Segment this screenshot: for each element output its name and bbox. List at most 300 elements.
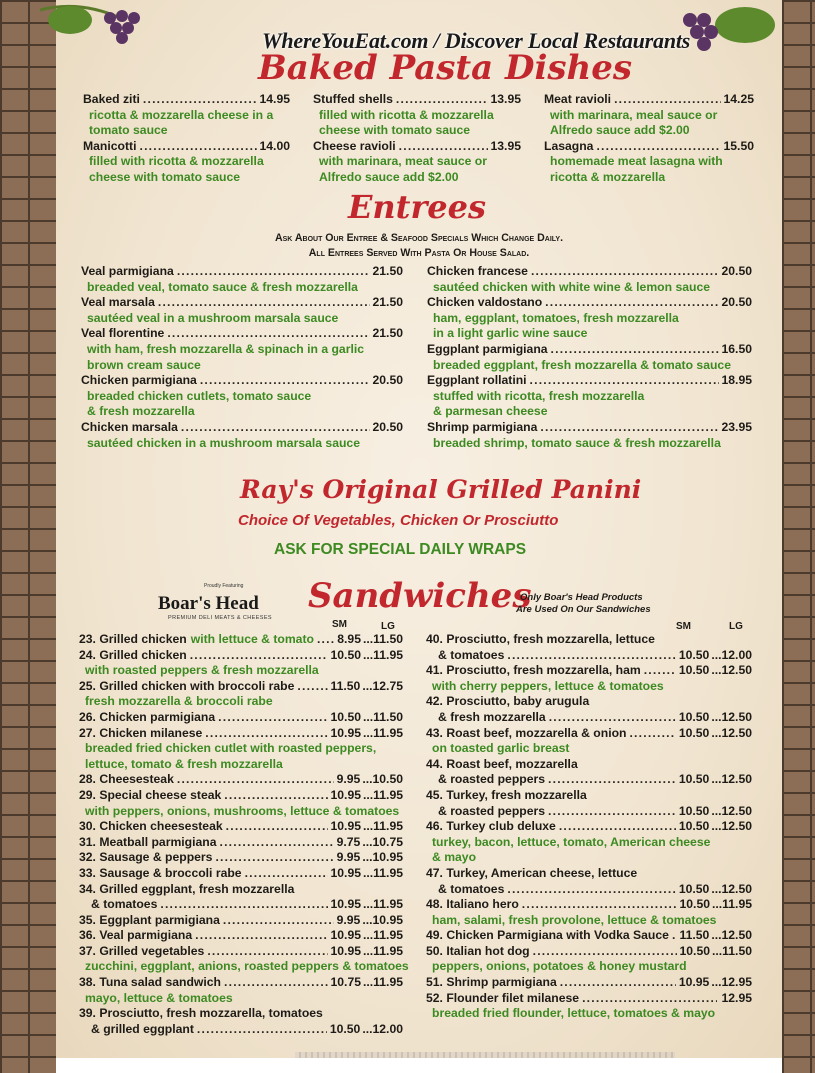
item-description: & fresh mozzarella [87,404,195,419]
sandwiches-right-column [426,632,752,1022]
price-separator: ... [363,647,374,662]
dot-leader [190,648,328,664]
sandwich-row [79,850,403,866]
price-separator: ... [363,975,374,990]
price-separator: ... [711,881,722,896]
sandwich-name: 50. Italian hot dog [426,943,530,958]
price-small: 11.50 [679,928,710,943]
dot-leader [143,92,257,108]
sandwich-row-cont [426,648,752,664]
item-description: with ham, fresh mozzarella & spinach in a garlic [87,341,365,356]
price-small: 10.50 [329,1021,361,1036]
item-name: Eggplant rollatini [427,373,527,388]
sandwich-row [79,882,403,898]
price-small: 10.50 [678,772,710,787]
price-large: 11.50 [373,709,403,724]
item-description: filled with ricotta & mozzarella [89,154,264,169]
price-large: 10.95 [372,850,403,865]
price-small: 10.50 [678,709,710,724]
price-large: 11.95 [373,819,403,834]
sandwich-description: peppers, onions, potatoes & honey mustard [432,959,687,974]
dot-leader [215,850,333,866]
dot-leader [533,944,677,960]
sandwich-row-cont [426,710,752,726]
left-lg-header: LG [381,621,395,632]
sandwiches-left-column [79,632,409,1037]
menu-item-row [313,92,521,108]
sandwich-name: 33. Sausage & broccoli rabe [79,865,242,880]
item-description: with marinara, meat sauce or [319,154,487,169]
pasta-column-1 [83,92,290,186]
sandwich-description: with roasted peppers & fresh mozzarella [85,663,319,678]
price-small: 10.50 [330,709,361,724]
sandwich-name: 23. Grilled chicken [79,632,187,646]
sandwich-name: 36. Veal parmigiana [79,928,193,943]
dot-leader [160,897,327,913]
panini-title: Ray's Original Grilled Panini [240,475,642,504]
price-large: 10.95 [372,912,403,927]
sandwich-row [426,975,752,991]
price-separator: ... [363,865,374,880]
item-description: ricotta & mozzarella cheese in a [89,107,274,122]
sandwich-description: turkey, bacon, lettuce, tomato, American cheese [432,834,711,849]
menu-item-row [81,326,403,342]
sandwich-name: 40. Prosciutto, fresh mozzarella, lettuce [426,632,655,646]
dot-leader [200,373,370,389]
price-small: 10.95 [330,943,361,958]
item-price: 20.50 [372,373,403,388]
sandwich-row [426,991,752,1007]
menu-item-row [83,139,290,155]
item-description: stuffed with ricotta, fresh mozzarella [433,388,645,403]
sandwich-row [79,928,403,944]
price-large: 11.50 [722,943,752,958]
item-price: 16.50 [721,341,752,356]
boars-head-logo [158,583,292,623]
price-small: 9.75 [336,834,361,849]
sandwich-name: 49. Chicken Parmigiana with Vodka Sauce [426,928,669,943]
sandwich-row [426,944,752,960]
price-large: 12.00 [721,647,752,662]
sandwich-row [79,648,403,664]
dot-leader [596,139,720,155]
dot-leader [396,92,488,108]
item-description: ricotta & mozzarella [550,169,666,184]
price-separator: ... [712,943,723,958]
price-small: 9.95 [336,912,361,927]
item-description: breaded chicken cutlets, tomato sauce [87,388,312,403]
sandwich-name: 41. Prosciutto, fresh mozzarella, ham [426,663,641,678]
menu-item-row [427,264,752,280]
menu-item-row [544,139,754,155]
item-name: Shrimp parmigiana [427,419,538,434]
sandwich-description: fresh mozzarella & broccoli rabe [85,694,273,709]
right-brick-column [782,0,815,1073]
dot-leader [205,726,327,742]
price-large: 11.95 [373,897,403,912]
price-separator: ... [363,943,374,958]
dot-leader [223,913,334,929]
item-price: 14.25 [723,92,754,106]
dot-leader [399,139,488,155]
price-large: 11.95 [373,647,403,662]
sandwich-name: 52. Flounder filet milanese [426,990,580,1005]
item-description: sautéed chicken in a mushroom marsala sauce [87,435,360,450]
dot-leader [531,264,719,280]
price-large: 11.95 [722,897,752,912]
item-description: filled with ricotta & mozzarella [319,107,494,122]
item-description: in a light garlic wine sauce [433,326,588,341]
pasta-column-3 [544,92,754,186]
price-small: 10.75 [330,975,361,990]
bottom-margin [56,1058,782,1073]
item-price: 18.95 [721,373,752,388]
item-description: breaded veal, tomato sauce & fresh mozzarella [87,279,358,294]
menu-item-row [81,295,403,311]
sandwich-name: 30. Chicken cheesesteak [79,819,223,834]
sandwich-row [426,694,752,710]
item-price: 20.50 [721,295,752,310]
item-name: Veal parmigiana [81,264,174,278]
sandwich-row [79,788,403,804]
sandwich-name: 26. Chicken parmigiana [79,709,216,724]
menu-item-row [83,92,290,108]
price-small: 10.50 [679,943,710,958]
sandwich-name: 46. Turkey club deluxe [426,819,556,834]
item-name: Chicken valdostano [427,295,543,310]
item-price: 21.50 [372,326,403,341]
item-price: 21.50 [372,295,403,310]
sandwich-name: 37. Grilled vegetables [79,943,205,958]
price-large: 10.50 [372,772,403,787]
dot-leader [220,835,334,851]
dot-leader [540,420,718,436]
dot-leader [644,663,676,679]
sandwich-row [79,835,403,851]
sandwich-row [79,913,403,929]
sandwich-row [426,897,752,913]
item-description: ham, eggplant, tomatoes, fresh mozzarella [433,310,679,325]
item-price: 14.00 [259,138,290,153]
item-name: Stuffed shells [313,92,393,106]
menu-item-row [81,264,403,280]
dot-leader [522,897,677,913]
item-description: Alfredo sauce add $2.00 [550,123,690,138]
sandwich-row [79,726,403,742]
price-separator: ... [362,772,373,787]
dot-leader [195,928,327,944]
price-small: 10.50 [678,819,710,834]
price-separator: ... [362,1021,373,1036]
sandwich-name: 27. Chicken milanese [79,725,203,740]
sandwich-description: & mayo [432,850,477,865]
dot-leader [629,726,675,742]
sandwich-row-cont [426,772,752,788]
price-separator: ... [711,803,722,818]
menu-item-row [427,420,752,436]
left-brick-column [0,0,56,1073]
item-description: cheese with tomato sauce [319,123,471,138]
dot-leader [549,710,676,726]
price-separator: ... [712,897,723,912]
brand-sub: PREMIUM DELI MEATS & CHEESES [168,615,273,621]
price-separator: ... [711,819,722,834]
item-name: Chicken francese [427,264,528,278]
sandwich-name: 35. Eggplant parmigiana [79,912,220,927]
dot-leader [582,991,716,1007]
sandwich-name-cont: & tomatoes [438,647,505,662]
dot-leader [530,373,719,389]
menu-item-row [427,342,752,358]
dot-leader [245,866,328,882]
dot-leader [218,710,327,726]
sandwich-inline-desc: with lettuce & tomato [190,632,314,646]
sandwich-description: with cherry peppers, lettuce & tomatoes [432,678,664,693]
price-large: 12.50 [721,928,752,943]
price-small: 10.95 [330,865,361,880]
dot-leader [140,139,257,155]
sandwich-row [79,679,403,695]
price-separator: ... [711,725,722,740]
sandwich-name-cont: & tomatoes [91,897,158,912]
dot-leader [226,819,328,835]
item-price: 14.95 [259,92,290,106]
dot-leader [224,975,327,991]
price-small: 9.95 [336,772,361,787]
item-description: homemade meat lasagna with [550,154,723,169]
sandwich-description: ham, salami, fresh provolone, lettuce & tomatoes [432,912,717,927]
item-description: with marinara, meal sauce or [550,107,718,122]
item-name: Eggplant parmigiana [427,341,548,356]
price-large: 11.50 [373,632,403,646]
sandwich-name: 44. Roast beef, mozzarella [426,756,578,771]
sandwich-row [79,772,403,788]
sandwich-name: 34. Grilled eggplant, fresh mozzarella [79,881,295,896]
entrees-note-1: Ask About Our Entree & Seafood Specials Which Change Daily. [274,232,564,244]
dot-leader [197,1022,327,1038]
menu-item-row [427,373,752,389]
sandwich-row [426,866,752,882]
sandwich-name: 47. Turkey, American cheese, lettuce [426,865,638,880]
dot-leader [672,928,677,944]
price-small: 9.95 [336,850,361,865]
sandwich-row [426,757,752,773]
dot-leader [167,326,369,342]
menu-item-row [81,373,403,389]
price-small: 10.50 [678,725,710,740]
price-large: 11.95 [373,943,403,958]
sandwich-description: zucchini, eggplant, anions, roasted peppers & tomatoes [85,959,409,974]
sandwich-name: 32. Sausage & peppers [79,850,213,865]
sandwich-description: on toasted garlic breast [432,741,570,756]
item-description: Alfredo sauce add $2.00 [319,169,459,184]
pasta-column-2 [313,92,521,186]
menu-item-row [313,139,521,155]
dot-leader [551,342,719,358]
item-description: tomato sauce [89,123,168,138]
price-large: 12.50 [721,819,752,834]
sandwich-name-cont: & tomatoes [438,881,505,896]
price-separator: ... [363,725,374,740]
item-name: Manicotti [83,138,137,153]
sandwich-name: 48. Italiano hero [426,897,519,912]
price-separator: ... [362,834,373,849]
grape-vine-decoration-left [40,0,170,60]
dot-leader [614,92,720,108]
price-large: 12.95 [721,975,752,990]
price-small: 10.50 [330,647,361,662]
price-small: 10.50 [678,647,710,662]
item-price: 20.50 [721,264,752,278]
item-name: Veal marsala [81,295,155,310]
price-small: 10.50 [678,663,710,678]
menu-item-row [81,420,403,436]
sandwich-name-cont: & fresh mozzarella [438,709,546,724]
sandwich-row [79,1006,403,1022]
price-separator: ... [363,709,374,724]
sandwich-description: with peppers, onions, mushrooms, lettuce & tomatoes [85,803,400,818]
item-description: sautéed veal in a mushroom marsala sauce [87,310,339,325]
item-name: Meat ravioli [544,92,612,106]
dot-leader [548,804,676,820]
dot-leader [507,882,675,898]
wraps-callout: ASK FOR SPECIAL DAILY WRAPS [274,541,527,558]
sandwich-name-cont: & roasted peppers [438,803,546,818]
item-price: 23.95 [721,419,752,434]
item-name: Chicken marsala [81,419,178,434]
price-large: 11.95 [373,725,403,740]
price-large: 11.95 [373,865,403,880]
dot-leader [207,944,327,960]
sandwich-row-cont [79,1022,403,1038]
price-small: 10.95 [330,725,361,740]
item-name: Cheese ravioli [313,138,396,153]
sandwich-name: 31. Meatball parmigiana [79,834,217,849]
dot-leader [548,772,676,788]
item-price: 13.95 [490,138,521,153]
dot-leader [224,788,327,804]
pasta-section-title: Baked Pasta Dishes [258,48,632,88]
price-large: 12.50 [721,772,752,787]
item-price: 13.95 [490,92,521,106]
price-separator: ... [711,928,722,943]
sandwich-row [426,928,752,944]
dot-leader [297,679,327,695]
price-separator: ... [363,819,374,834]
price-large: 11.95 [373,787,403,802]
dot-leader [177,264,370,280]
price-small: 10.95 [330,787,361,802]
sandwich-description: breaded fried flounder, lettuce, tomatoes & mayo [432,1006,716,1021]
sandwich-name: 51. Shrimp parmigiana [426,975,557,990]
price-small: 10.95 [330,928,361,943]
price-large: 12.50 [721,725,752,740]
sandwich-row [79,632,403,648]
item-description: breaded eggplant, fresh mozzarella & tomato sauce [433,357,731,372]
item-description: breaded shrimp, tomato sauce & fresh mozzarella [433,435,721,450]
item-description: cheese with tomato sauce [89,169,241,184]
dot-leader [545,295,718,311]
price-small: 10.95 [330,819,361,834]
price-large: 10.75 [372,834,403,849]
sandwich-name: 24. Grilled chicken [79,647,187,662]
entrees-section-title: Entrees [348,188,487,226]
price-large: 12.95 [721,990,752,1005]
price-small: 8.95 [337,632,361,646]
price-separator: ... [362,912,373,927]
price-separator: ... [362,678,373,693]
price-separator: ... [363,897,374,912]
right-lg-header: LG [729,621,743,632]
dot-leader [317,632,334,648]
sandwich-row [79,819,403,835]
price-separator: ... [711,647,722,662]
sandwiches-section-title: Sandwiches [308,576,532,616]
sandwich-name: 28. Cheesesteak [79,772,174,787]
dot-leader [507,648,675,664]
sandwich-name-cont: & grilled eggplant [91,1021,194,1036]
sandwich-row-cont [426,804,752,820]
sandwich-row-cont [79,897,403,913]
price-separator: ... [711,772,722,787]
sandwich-name: 42. Prosciutto, baby arugula [426,694,590,709]
sandwich-row [79,866,403,882]
price-large: 11.95 [373,975,403,990]
entrees-right-column [427,264,752,451]
sandwich-name: 39. Prosciutto, fresh mozzarella, tomatoes [79,1006,323,1021]
panini-subtitle: Choice Of Vegetables, Chicken Or Prosciutto [238,512,559,529]
item-name: Chicken parmigiana [81,373,197,388]
price-small: 10.95 [330,897,361,912]
sandwich-description: lettuce, tomato & fresh mozzarella [85,756,283,771]
dot-leader [559,819,676,835]
item-price: 15.50 [723,138,754,153]
price-large: 12.00 [372,1021,403,1036]
price-small: 10.50 [679,897,710,912]
price-large: 11.95 [373,928,403,943]
sandwich-name: 25. Grilled chicken with broccoli rabe [79,678,295,693]
price-separator: ... [711,663,722,678]
sandwich-name: 38. Tuna salad sandwich [79,975,222,990]
dot-leader [158,295,370,311]
price-separator: ... [363,928,374,943]
price-separator: ... [711,709,722,724]
menu-item-row [544,92,754,108]
item-description: & parmesan cheese [433,404,548,419]
sandwich-note-1: Only Boar's Head Products [520,592,643,603]
entrees-left-column [81,264,403,451]
sandwich-name: 43. Roast beef, mozzarella & onion [426,725,627,740]
dot-leader [181,420,370,436]
sandwich-row [426,663,752,679]
price-separator: ... [363,632,374,646]
price-small: 11.50 [330,678,361,693]
item-price: 21.50 [372,264,403,278]
price-large: 12.50 [721,803,752,818]
sandwich-description: breaded fried chicken cutlet with roasted peppers, [85,741,377,756]
brand-featuring: Proudly Featuring [204,583,244,589]
price-separator: ... [362,850,373,865]
sandwich-name: 29. Special cheese steak [79,787,222,802]
dot-leader [560,975,676,991]
watermark-text: WhereYouEat.com / Discover Local Restaurants [262,28,691,53]
price-small: 10.50 [678,881,710,896]
right-sm-header: SM [676,621,691,632]
item-name: Veal florentine [81,326,165,341]
price-large: 12.50 [721,709,752,724]
sandwich-row [79,944,403,960]
sandwich-row [79,975,403,991]
